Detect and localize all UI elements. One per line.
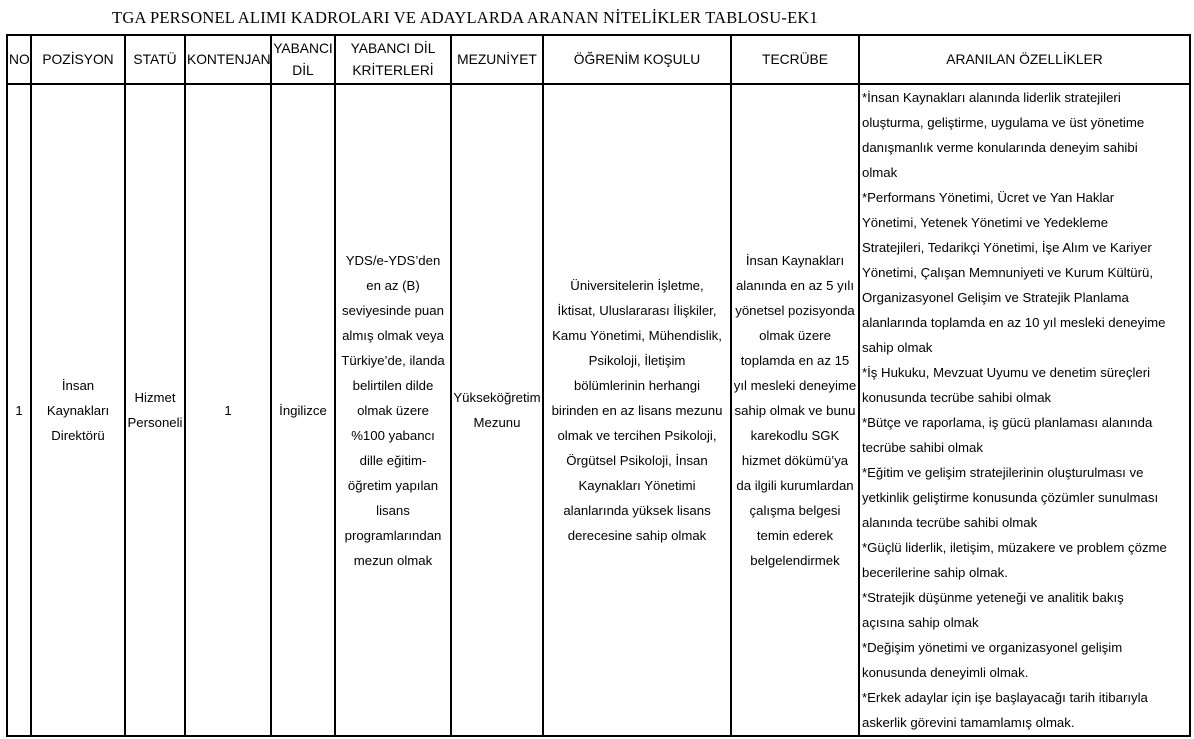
document-title: TGA PERSONEL ALIMI KADROLARI VE ADAYLARDA ARANAN NİTELİKLER TABLOSU-EK1 [112, 8, 818, 27]
cell-line: Stratejileri, Tedarikçi Yönetimi, İşe Alım ve Kariyer [862, 240, 1152, 255]
cell-line: derecesine sahip olmak [567, 527, 707, 543]
cell-line: belgelendirmek [750, 552, 840, 568]
cell-line: konusunda deneyimli olmak. [862, 665, 1029, 680]
table-row [7, 84, 1190, 736]
cell-line: en az (B) [366, 277, 420, 293]
cell-line: *Güçlü liderlik, iletişim, müzakere ve problem çözme [862, 540, 1167, 555]
cell-line: olmak üzere [759, 327, 831, 343]
cell-line: *Bütçe ve raporlama, iş gücü planlaması alanında [862, 415, 1153, 430]
cell-yabanci-dil: İngilizce [271, 84, 335, 736]
cell-line: bölümlerinin herhangi [573, 377, 701, 393]
cell-line: sahip olmak [862, 340, 933, 355]
cell-line: *İnsan Kaynakları alanında liderlik stratejileri [862, 90, 1121, 105]
cell-line: *İş Hukuku, Mevzuat Uyumu ve denetim süreçleri [862, 365, 1151, 380]
cell-line: temin ederek [756, 527, 834, 543]
cell-line: alanında tecrübe sahibi olmak [862, 515, 1038, 530]
cell-line: Örgütsel Psikoloji, İnsan [566, 452, 708, 468]
cell-line: İnsan [61, 377, 95, 393]
cell-line: Kamu Yönetimi, Mühendislik, [552, 327, 722, 343]
cell-line: *Stratejik düşünme yeteneği ve analitik bakış [862, 590, 1124, 605]
cell-line: %100 yabancı [351, 427, 435, 443]
header-dil-kriterleri-line2: KRİTERLERİ [352, 62, 434, 78]
cell-line: konusunda tecrübe sahibi olmak [862, 390, 1052, 405]
cell-line: olmak üzere [357, 402, 429, 418]
cell-line: askerlik görevini tamamlamış olmak. [862, 715, 1075, 730]
cell-dil-kriter [335, 84, 451, 736]
cell-line: almış olmak veya [342, 327, 444, 343]
header-statu: STATÜ [125, 35, 185, 84]
cell-line: seviyesinde puan [342, 302, 444, 318]
cell-line: hizmet dökümü’ya [741, 452, 849, 468]
header-tecrube: TECRÜBE [731, 35, 859, 84]
header-row [7, 35, 1190, 84]
cell-line: Organizasyonel Gelişim ve Stratejik Planlama [862, 290, 1129, 305]
cell-line: İnsan Kaynakları [745, 252, 845, 268]
cell-line: karekodlu SGK [750, 427, 840, 443]
cell-line: Türkiye’de, ilanda [341, 352, 445, 368]
cell-line: *Performans Yönetimi, Ücret ve Yan Haklar [862, 190, 1115, 205]
cell-line: YDS/e-YDS’den [345, 252, 441, 268]
cell-line: Kaynakları [46, 402, 110, 418]
cell-line: açısına sahip olmak [862, 615, 979, 630]
personnel-table [6, 34, 1191, 737]
header-dil-kriterleri-line1: YABANCI DİL [350, 40, 436, 56]
cell-line: toplamda en az 15 [740, 352, 850, 368]
cell-line: Kaynakları Yönetimi [578, 477, 696, 493]
cell-kontenjan: 1 [185, 84, 271, 736]
cell-line: oluşturma, geliştirme, uygulama ve üst yönetime [862, 115, 1145, 130]
header-no: NO [7, 35, 31, 84]
cell-line: *Erkek adaylar için işe başlayacağı tarih itibarıyla [862, 690, 1148, 705]
cell-line: olmak [862, 165, 898, 180]
header-yabanci-dil-line2: DİL [292, 62, 314, 78]
header-dil-kriterleri [335, 35, 451, 84]
cell-line: da ilgili kurumlardan [736, 477, 854, 493]
cell-line: belirtilen dilde [352, 377, 434, 393]
cell-line: yetkinlik geliştirme konusunda çözümler sunulması [862, 490, 1159, 505]
cell-pozisyon [31, 84, 125, 736]
cell-line: becerilerine sahip olmak. [862, 565, 1008, 580]
cell-ozellikler [859, 84, 1190, 736]
header-mezuniyet: MEZUNİYET [451, 35, 543, 84]
cell-line: İktisat, Uluslararası İlişkiler, [557, 302, 717, 318]
header-yabanci-dil-line1: YABANCI [273, 40, 333, 56]
cell-line: lisans [376, 502, 410, 518]
cell-line: danışmanlık verme konularında deneyim sahibi [862, 140, 1138, 155]
cell-line: Üniversitelerin İşletme, [570, 277, 704, 293]
cell-line: mezun olmak [353, 552, 433, 568]
cell-line: alanlarında toplamda en az 10 yıl mesleki deneyime [862, 315, 1166, 330]
cell-line: Yönetimi, Çalışan Memnuniyeti ve Kurum Kültürü, [862, 265, 1153, 280]
cell-line: çalışma belgesi [749, 502, 841, 518]
cell-line: tecrübe sahibi olmak [862, 440, 983, 455]
cell-line: alanında en az 5 yılı [735, 277, 855, 293]
cell-line: öğretim yapılan [347, 477, 439, 493]
cell-line: Mezunu [473, 415, 521, 430]
cell-line: Hizmet [134, 390, 176, 405]
cell-line: *Eğitim ve gelişim stratejilerinin oluşturulması ve [862, 465, 1144, 480]
header-kontenjan: KONTENJAN [185, 35, 271, 84]
cell-tecrube [731, 84, 859, 736]
cell-no: 1 [7, 84, 31, 736]
header-ozellikler: ARANILAN ÖZELLİKLER [859, 35, 1190, 84]
cell-line: Yükseköğretim [453, 390, 541, 405]
cell-line: alanlarında yüksek lisans [563, 502, 711, 518]
cell-line: sahip olmak ve bunu [734, 402, 856, 418]
cell-line: Yönetimi, Yetenek Yönetimi ve Yedekleme [862, 215, 1109, 230]
cell-line: yıl mesleki deneyime [733, 377, 857, 393]
header-pozisyon: POZİSYON [31, 35, 125, 84]
cell-line: programlarından [344, 527, 442, 543]
cell-statu [125, 84, 185, 736]
header-ogrenim: ÖĞRENİM KOŞULU [543, 35, 731, 84]
cell-line: Direktörü [51, 427, 105, 443]
cell-ogrenim [543, 84, 731, 736]
cell-line: Personeli [127, 415, 183, 430]
cell-line: birinden en az lisans mezunu [551, 402, 723, 418]
cell-line: dille eğitim- [359, 452, 427, 468]
header-yabanci-dil [271, 35, 335, 84]
cell-line: olmak ve tercihen Psikoloji, [557, 427, 717, 443]
cell-line: yönetsel pozisyonda [735, 302, 855, 318]
cell-line: Psikoloji, İletişim [588, 352, 686, 368]
cell-line: *Değişim yönetimi ve organizasyonel gelişim [862, 640, 1123, 655]
cell-mezuniyet [451, 84, 543, 736]
